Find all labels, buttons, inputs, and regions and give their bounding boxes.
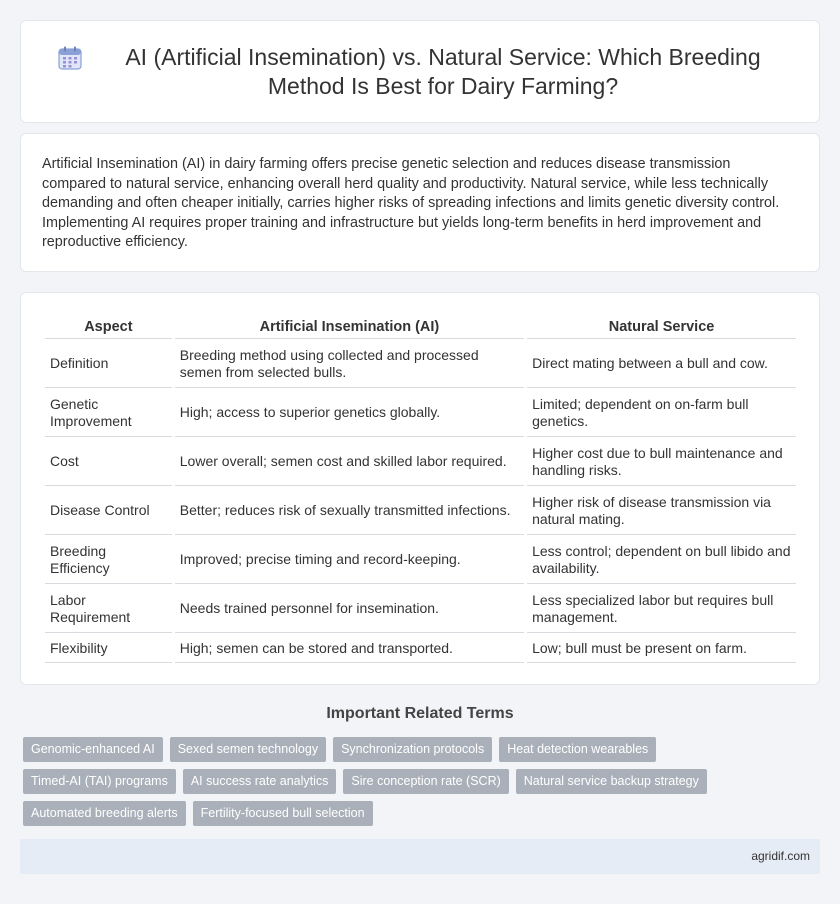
table-row — [45, 535, 796, 584]
comparison-table — [42, 315, 799, 663]
row-aspect: Definition — [45, 339, 172, 388]
related-term-tag[interactable]: Genomic-enhanced AI — [23, 737, 163, 762]
row-ai-value: Needs trained personnel for insemination. — [175, 584, 524, 633]
row-ai-value: Better; reduces risk of sexually transmitted infections. — [175, 486, 524, 535]
title-wrap — [21, 43, 819, 101]
related-term-tag[interactable]: Heat detection wearables — [499, 737, 656, 762]
intro-paragraph: Artificial Insemination (AI) in dairy farming offers precise genetic selection and reduces disease transmission compared to natural service, enhancing overall herd quality and productivity. Natural service, while less technically demanding and often cheaper initially, carries higher risks of spreading infections and limits genetic diversity control. Implementing AI requires proper training and infrastructure but yields long-term benefits in herd improvement and reproductive efficiency. — [42, 156, 780, 251]
row-aspect: Breeding Efficiency — [45, 535, 172, 584]
table-header-row — [45, 315, 796, 339]
row-ai-value: High; access to superior genetics globally. — [175, 388, 524, 437]
row-aspect: Disease Control — [45, 486, 172, 535]
related-term-tag[interactable]: Automated breeding alerts — [23, 801, 186, 826]
related-term-tag[interactable]: Sexed semen technology — [170, 737, 326, 762]
table-row — [45, 633, 796, 663]
calendar-icon — [57, 45, 83, 71]
row-ai-value: Improved; precise timing and record-keeping. — [175, 535, 524, 584]
related-term-tag[interactable]: AI success rate analytics — [183, 769, 337, 794]
row-ai-value: Lower overall; semen cost and skilled labor required. — [175, 437, 524, 486]
related-term-tag[interactable]: Fertility-focused bull selection — [193, 801, 373, 826]
footer — [20, 839, 820, 874]
row-natural-value: Higher risk of disease transmission via natural mating. — [527, 486, 796, 535]
table-row — [45, 486, 796, 535]
related-term-tag[interactable]: Synchronization protocols — [333, 737, 492, 762]
footer-site-link[interactable]: agridif.com — [751, 849, 810, 863]
related-term-tag[interactable]: Natural service backup strategy — [516, 769, 707, 794]
comparison-card — [20, 292, 820, 685]
row-aspect: Genetic Improvement — [45, 388, 172, 437]
row-aspect: Flexibility — [45, 633, 172, 663]
row-aspect: Cost — [45, 437, 172, 486]
header-ai: Artificial Insemination (AI) — [175, 315, 524, 339]
header-natural-service: Natural Service — [527, 315, 796, 339]
related-term-tag[interactable]: Timed-AI (TAI) programs — [23, 769, 176, 794]
row-natural-value: Low; bull must be present on farm. — [527, 633, 796, 663]
related-terms-heading: Important Related Terms — [326, 705, 514, 722]
row-natural-value: Less control; dependent on bull libido and availability. — [527, 535, 796, 584]
page-title: AI (Artificial Insemination) vs. Natural Service: Which Breeding Method Is Best for Dairy Farming? — [125, 44, 761, 99]
intro-card — [20, 133, 820, 272]
related-term-tag[interactable]: Sire conception rate (SCR) — [343, 769, 508, 794]
row-ai-value: Breeding method using collected and processed semen from selected bulls. — [175, 339, 524, 388]
table-row — [45, 584, 796, 633]
table-row — [45, 339, 796, 388]
header-aspect: Aspect — [45, 315, 172, 339]
related-terms-list — [23, 737, 803, 833]
table-row — [45, 437, 796, 486]
row-natural-value: Less specialized labor but requires bull management. — [527, 584, 796, 633]
row-aspect: Labor Requirement — [45, 584, 172, 633]
title-card — [20, 20, 820, 123]
row-natural-value: Higher cost due to bull maintenance and handling risks. — [527, 437, 796, 486]
row-natural-value: Limited; dependent on on-farm bull genetics. — [527, 388, 796, 437]
table-row — [45, 388, 796, 437]
row-natural-value: Direct mating between a bull and cow. — [527, 339, 796, 388]
row-ai-value: High; semen can be stored and transported. — [175, 633, 524, 663]
